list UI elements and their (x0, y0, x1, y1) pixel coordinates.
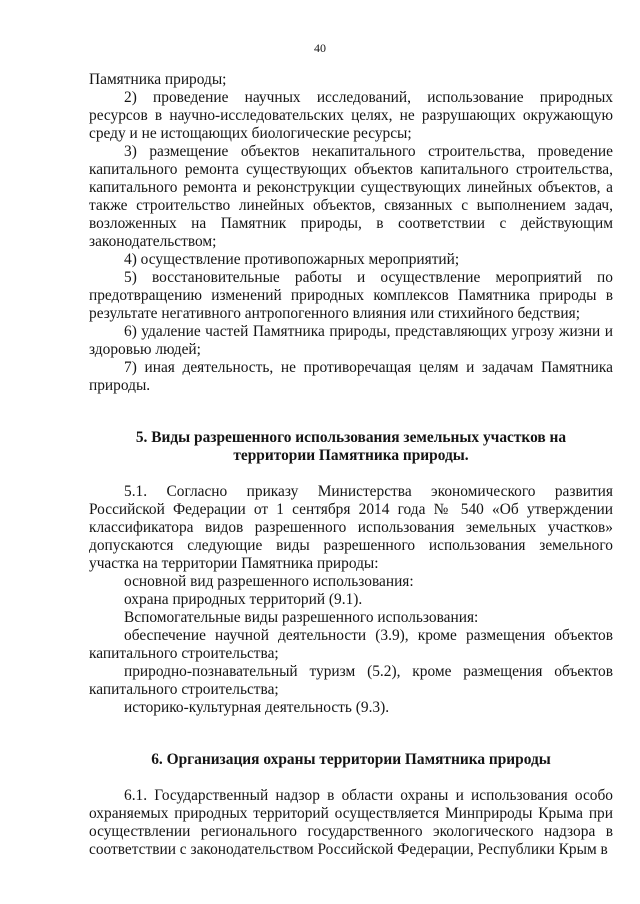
section-5-heading (89, 429, 613, 465)
section-6-heading: 6. Организация охраны территории Памятника природы (151, 751, 551, 768)
list-item-4: 4) осуществление противопожарных мероприятий; (124, 251, 460, 268)
list-item-6: 6) удаление частей Памятника природы, представляющих угрозу жизни и здоровью людей; (89, 323, 613, 358)
list-item-3: 3) размещение объектов некапитального строительства, проведение капитального ремонта существующих объектов капитального строительства, капитального ремонта и реконструкции существующих линейных объектов, а также строительство линейных объектов, связанных с выполнением задач, возложенных на Памятник природы, в соответствии с действующим законодательством; (89, 143, 613, 250)
auxiliary-use-type-3: историко-культурная деятельность (9.3). (124, 699, 390, 716)
main-use-type-value: охрана природных территорий (9.1). (124, 591, 363, 608)
list-item-2: 2) проведение научных исследований, использование природных ресурсов в научно-исследовательских целях, не разрушающих окружающую среду и не истощающих биологические ресурсы; (89, 89, 613, 142)
main-use-type-label: основной вид разрешенного использования: (124, 573, 414, 590)
section-5-heading-line-2: территории Памятника природы. (233, 447, 469, 464)
paragraph-continuation: Памятника природы; (89, 71, 227, 88)
section-5-heading-line-1: 5. Виды разрешенного использования земельных участков на (135, 429, 567, 446)
auxiliary-use-type-2: природно-познавательный туризм (5.2), кроме размещения объектов капитального строительства; (89, 663, 613, 698)
section-6-paragraph-1: 6.1. Государственный надзор в области охраны и использования особо охраняемых природных территорий осуществляется Минприроды Крыма при осуществлении регионального государственного экологического надзора в соответствии с законодательством Российской Федерации, Республики Крым в (89, 787, 613, 858)
page-number: 40 (314, 41, 326, 55)
list-item-7: 7) иная деятельность, не противоречащая целям и задачам Памятника природы. (89, 359, 613, 394)
auxiliary-use-types-label: Вспомогательные виды разрешенного использования: (124, 609, 479, 626)
page-content (89, 71, 613, 859)
list-item-5: 5) восстановительные работы и осуществление мероприятий по предотвращению изменений природных комплексов Памятника природы в результате негативного антропогенного влияния или стихийного бедствия; (89, 269, 613, 322)
section-5-paragraph-1: 5.1. Согласно приказу Министерства экономического развития Российской Федерации от 1 сентября 2014 года № 540 «Об утверждении классификатора видов разрешенного использования земельных участков» допускаются следующие виды разрешенного использования земельного участка на территории Памятника природы: (89, 483, 613, 572)
auxiliary-use-type-1: обеспечение научной деятельности (3.9), кроме размещения объектов капитального строительства; (89, 627, 613, 662)
